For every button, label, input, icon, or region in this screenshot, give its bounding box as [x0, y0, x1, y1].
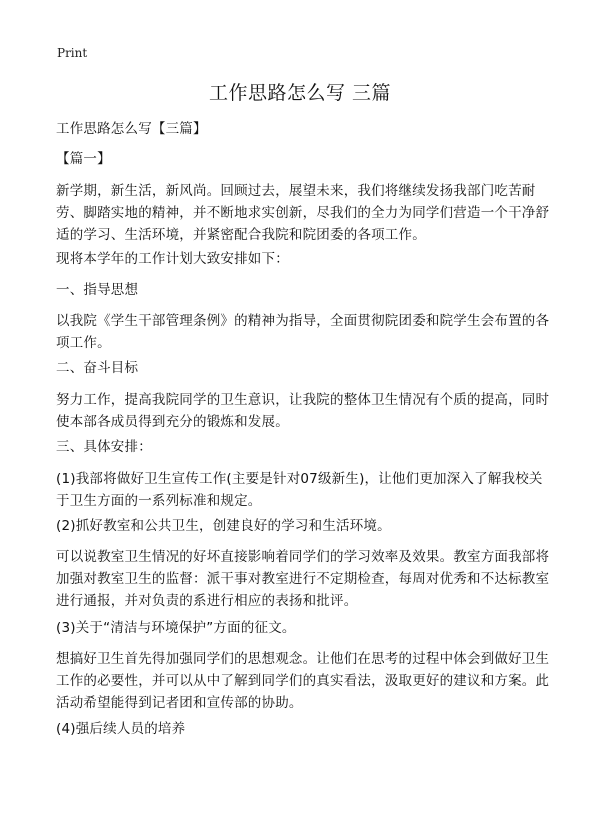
classroom-hygiene-paragraph: 可以说教室卫生情况的好坏直接影响着同学们的学习效率及效果。教室方面我部将加强对教室卫生的监督：派干事对教室进行不定期检查，每周对优秀和不达标教室进行通报，并对负责的系进行相应的表扬和批评。 — [56, 549, 550, 609]
heading-guiding-principle: 一、指导思想 — [56, 282, 139, 298]
subtitle-line: 工作思路怎么写【三篇】 — [56, 121, 207, 137]
print-link[interactable]: Print — [57, 46, 88, 60]
arrangement-item-3: (3)关于“清洁与环境保护”方面的征文。 — [56, 620, 296, 636]
heading-specific-arrangements: 三、具体安排： — [56, 439, 152, 455]
document-title: 工作思路怎么写 三篇 — [208, 82, 392, 104]
guiding-principle-paragraph: 以我院《学生干部管理条例》的精神为指导，全面贯彻院团委和院学生会布置的各项工作。 — [56, 313, 550, 351]
section-heading-part-one: 【篇一】 — [56, 151, 111, 167]
goals-paragraph: 努力工作，提高我院同学的卫生意识，让我院的整体卫生情况有个质的提高，同时使本部各成员得到充分的锻炼和发展。 — [56, 392, 550, 430]
heading-goals: 二、奋斗目标 — [56, 360, 139, 376]
arrangement-item-2: (2)抓好教室和公共卫生，创建良好的学习和生活环境。 — [56, 518, 391, 534]
arrangement-item-1: (1)我部将做好卫生宣传工作(主要是针对07级新生)，让他们更加深入了解我校关于卫生方面的一系列标准和规定。 — [56, 471, 543, 509]
essay-activity-paragraph: 想搞好卫生首先得加强同学们的思想观念。让他们在思考的过程中体会到做好卫生工作的必要性，并可以从中了解到同学们的真实看法，汲取更好的建议和方案。此活动希望能得到记者团和宣传部的协助。 — [56, 651, 550, 711]
plan-intro-line: 现将本学年的工作计划大致安排如下： — [56, 251, 289, 267]
intro-paragraph: 新学期，新生活，新风尚。回顾过去，展望未来，我们将继续发扬我部门吃苦耐劳、脚踏实地的精神，并不断地求实创新，尽我们的全力为同学们营造一个干净舒适的学习、生活环境，并紧密配合我院和院团委的各项工作。 — [56, 183, 550, 243]
arrangement-item-4: (4)强后续人员的培养 — [56, 721, 186, 737]
